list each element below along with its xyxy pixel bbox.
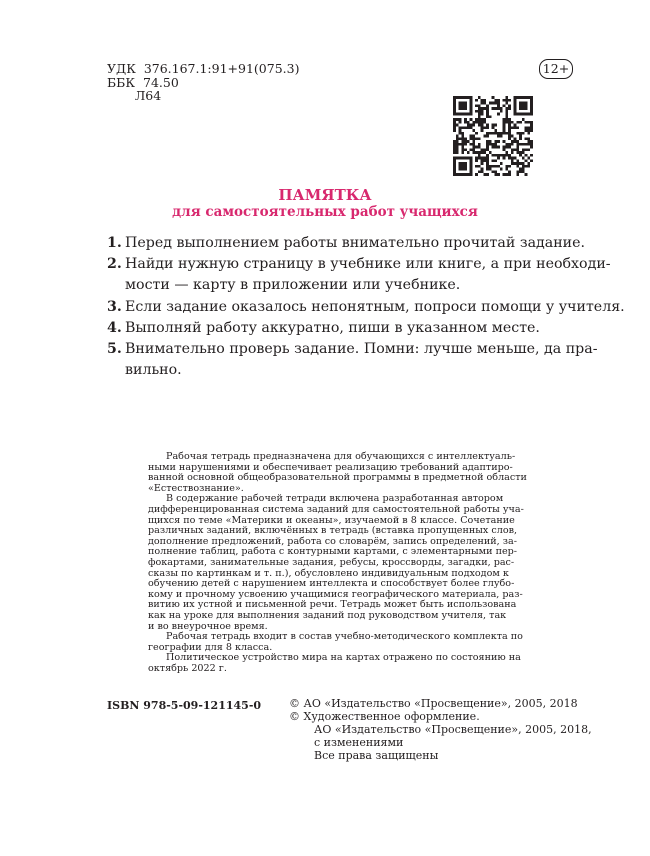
annotation-line: «Естествознание». xyxy=(148,482,244,494)
annotation-line: дифференцированная система заданий для самостоятельной работы уча- xyxy=(148,503,524,515)
annotation-line: сказы по картинкам и т. п.), обусловлено индивидуальным подходом к xyxy=(148,567,509,579)
annotation-line: ванной основной общеобразовательной программы в предметной области xyxy=(148,472,527,484)
qr-code[interactable] xyxy=(453,96,533,176)
annotation-line: полнение таблиц, работа с контурными картами, с элементарными пер- xyxy=(148,546,518,558)
item-text: вильно. xyxy=(125,362,182,379)
item-number: 4. xyxy=(107,319,122,336)
memo-heading xyxy=(0,186,650,220)
isbn: ISBN 978-5-09-121145-0 xyxy=(107,699,262,712)
memo-item xyxy=(107,297,625,318)
age-rating-badge: 12+ xyxy=(539,59,573,79)
annotation-line: различных заданий, включённых в тетрадь (вставка пропущенных слов, xyxy=(148,525,518,537)
annotation-line: витию их устной и письменной речи. Тетрадь может быть использована xyxy=(148,599,517,611)
memo-item xyxy=(107,254,611,296)
annotation-line: кому и прочному усвоению учащимися географического материала, раз- xyxy=(148,588,523,600)
copyright-line: Все права защищены xyxy=(314,749,439,762)
item-text: Если задание оказалось непонятным, попроси помощи у учителя. xyxy=(125,298,625,315)
copyright-block xyxy=(289,697,592,762)
copyright-line: АО «Издательство «Просвещение», 2005, 2018, xyxy=(314,723,592,736)
annotation-line: октябрь 2022 г. xyxy=(148,662,227,674)
item-text: мости — карту в приложении или учебнике. xyxy=(125,277,461,294)
annotation-line: географии для 8 класса. xyxy=(148,641,273,653)
item-text: Перед выполнением работы внимательно прочитай задание. xyxy=(125,235,586,251)
memo-item xyxy=(107,233,586,254)
annotation-line: Политическое устройство мира на картах отражено по состоянию на xyxy=(166,652,521,664)
item-number: 5. xyxy=(107,341,122,358)
item-number: 2. xyxy=(107,256,122,273)
annotation-line: Рабочая тетрадь входит в состав учебно-методического комплекта по xyxy=(166,631,523,643)
memo-item xyxy=(107,318,567,339)
item-number: 1. xyxy=(107,235,122,251)
classification-block xyxy=(107,62,299,103)
udk-code: УДК 376.167.1:91+91(075.3) xyxy=(107,61,300,76)
annotation-text xyxy=(148,452,568,674)
item-number: 3. xyxy=(107,298,122,315)
copyright-line: с изменениями xyxy=(314,736,404,749)
annotation-line: В содержание рабочей тетради включена разработанная автором xyxy=(166,493,504,505)
annotation-line: Рабочая тетрадь предназначена для обучающихся с интеллектуаль- xyxy=(166,451,516,462)
annotation-line: дополнение предложений, работа со словарём, запись определений, за- xyxy=(148,535,517,547)
copyright-line: © АО «Издательство «Просвещение», 2005, 2018 xyxy=(289,697,578,710)
item-text: Найди нужную страницу в учебнике или книге, а при необходи- xyxy=(125,256,611,273)
annotation-line: фокартами, занимательные задания, ребусы, кроссворды, загадки, рас- xyxy=(148,556,515,568)
author-code: Л64 xyxy=(107,88,162,103)
annotation-line: как на уроке для выполнения заданий под руководством учителя, так xyxy=(148,609,507,621)
annotation-line: обучению детей с нарушением интеллекта и способствует более глубо- xyxy=(148,578,515,590)
memo-list xyxy=(107,233,625,381)
memo-subtitle: для самостоятельных работ учащихся xyxy=(172,204,478,220)
memo-title: ПАМЯТКА xyxy=(278,186,372,204)
copyright-line: © Художественное оформление. xyxy=(289,710,480,723)
item-text: Внимательно проверь задание. Помни: лучше меньше, да пра- xyxy=(125,341,598,358)
item-text: Выполняй работу аккуратно, пиши в указанном месте. xyxy=(125,319,540,336)
annotation-line: щихся по теме «Материки и океаны», изучаемой в 8 классе. Сочетание xyxy=(148,514,515,526)
annotation-line: ными нарушениями и обеспечивает реализацию требований адаптиро- xyxy=(148,461,513,473)
annotation-line: и во внеурочное время. xyxy=(148,620,268,632)
bbk-code: ББК 74.50 xyxy=(107,74,179,90)
memo-item xyxy=(107,339,598,381)
